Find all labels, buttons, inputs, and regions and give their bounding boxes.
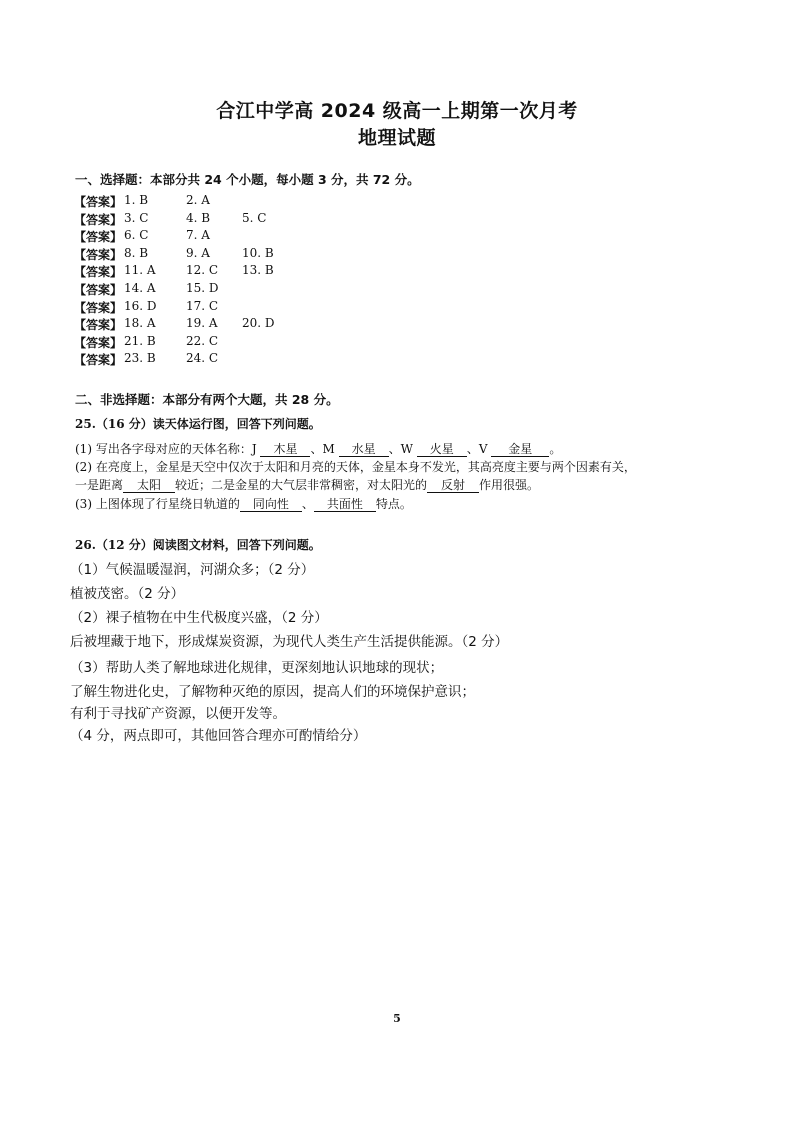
answer-tag: 【答案】	[74, 318, 123, 333]
answer-item: 24. C	[186, 351, 219, 366]
answer-tag: 【答案】	[74, 212, 123, 227]
answer-same-direction: 同向性	[240, 498, 302, 512]
answer-tag: 【答案】	[74, 335, 123, 350]
answer-item: 15. D	[186, 280, 219, 295]
answer-item: 18. A	[124, 316, 156, 331]
label-v: V	[478, 442, 488, 456]
answer-item: 7. A	[186, 228, 210, 243]
q26-line: （1）气候温暖湿润，河湖众多；（2 分）	[70, 562, 315, 578]
answer-tag: 【答案】	[74, 353, 123, 368]
q26-line: 植被茂密。（2 分）	[70, 586, 185, 602]
q26-line: 后被埋藏于地下，形成煤炭资源，为现代人类生产生活提供能源。（2 分）	[70, 634, 509, 650]
answer-item: 4. B	[186, 210, 211, 225]
q25-part2-line1: (2) 在亮度上，金星是天空中仅次于太阳和月亮的天体，金星本身不发光，其高亮度主要与两个因素有关，	[75, 460, 636, 474]
text: 一是距离	[75, 478, 124, 492]
text: (3) 上图体现了行星绕日轨道的	[75, 497, 240, 511]
q26-line: 有利于寻找矿产资源，以便开发等。	[70, 706, 286, 722]
label-w: W	[400, 442, 413, 456]
answer-item: 17. C	[186, 298, 219, 313]
label-j: J	[251, 442, 257, 456]
q26-line: 了解生物进化史，了解物种灭绝的原因，提高人们的环境保护意识；	[70, 684, 475, 700]
text: 特点。	[375, 497, 412, 511]
page-number: 5	[393, 1012, 401, 1025]
answer-w: 火星	[417, 443, 467, 457]
q25-stem: 25.（16 分）读天体运行图，回答下列问题。	[75, 417, 321, 431]
section2-heading: 二、非选择题：本部分有两个大题，共 28 分。	[75, 392, 339, 407]
answer-item: 3. C	[124, 210, 149, 225]
exam-title: 合江中学高 2024 级高一上期第一次月考	[216, 100, 578, 122]
answer-j: 木星	[260, 443, 310, 457]
answer-tag: 【答案】	[74, 265, 123, 280]
answer-tag: 【答案】	[74, 282, 123, 297]
separator: 、	[388, 442, 401, 456]
answer-item: 22. C	[186, 333, 219, 348]
q25-part3	[75, 495, 412, 512]
text: 较近；二是金星的大气层非常稠密，对太阳光的	[175, 478, 428, 492]
q25-part1	[75, 440, 561, 457]
answer-item: 12. C	[186, 263, 219, 278]
q26-stem: 26.（12 分）阅读图文材料，回答下列问题。	[75, 538, 321, 552]
answer-tag: 【答案】	[74, 300, 123, 315]
answer-tag: 【答案】	[74, 195, 123, 209]
section1-heading: 一、选择题：本部分共 24 个小题，每小题 3 分，共 72 分。	[75, 172, 420, 187]
separator: 、	[301, 497, 314, 511]
answer-sun: 太阳	[123, 479, 175, 493]
answer-item: 6. C	[124, 228, 149, 243]
separator: 、	[310, 442, 323, 456]
answer-item: 14. A	[124, 280, 156, 295]
answer-item: 19. A	[186, 316, 218, 331]
answer-item: 8. B	[124, 245, 149, 260]
q25-p1-prefix: (1) 写出各字母对应的天体名称：	[75, 442, 252, 456]
answer-item: 13. B	[242, 263, 274, 278]
answer-item: 16. D	[124, 298, 157, 313]
period: 。	[549, 442, 562, 456]
answer-item: 1. B	[124, 193, 149, 207]
text: 作用很强。	[479, 478, 540, 492]
answer-item: 20. D	[242, 316, 275, 331]
q26-line: （4 分，两点即可，其他回答合理亦可酌情给分）	[70, 728, 367, 744]
answer-item: 10. B	[242, 245, 274, 260]
answer-m: 水星	[339, 443, 389, 457]
answer-coplanar: 共面性	[314, 498, 376, 512]
answer-item: 21. B	[124, 333, 156, 348]
answer-v: 金星	[491, 443, 549, 457]
q25-part2-line2	[75, 476, 539, 493]
exam-subtitle: 地理试题	[357, 127, 436, 149]
answer-item: 5. C	[242, 210, 267, 225]
answer-reflect: 反射	[427, 479, 479, 493]
answer-tag: 【答案】	[74, 230, 123, 245]
answer-item: 9. A	[186, 245, 210, 260]
separator: 、	[466, 442, 479, 456]
label-m: M	[322, 442, 335, 456]
answer-item: 11. A	[124, 263, 156, 278]
answer-tag: 【答案】	[74, 247, 123, 262]
q26-line: （3）帮助人类了解地球进化规律，更深刻地认识地球的现状；	[70, 660, 444, 676]
q26-line: （2）裸子植物在中生代极度兴盛，（2 分）	[70, 610, 328, 626]
answer-item: 2. A	[186, 193, 210, 207]
answer-item: 23. B	[124, 351, 156, 366]
